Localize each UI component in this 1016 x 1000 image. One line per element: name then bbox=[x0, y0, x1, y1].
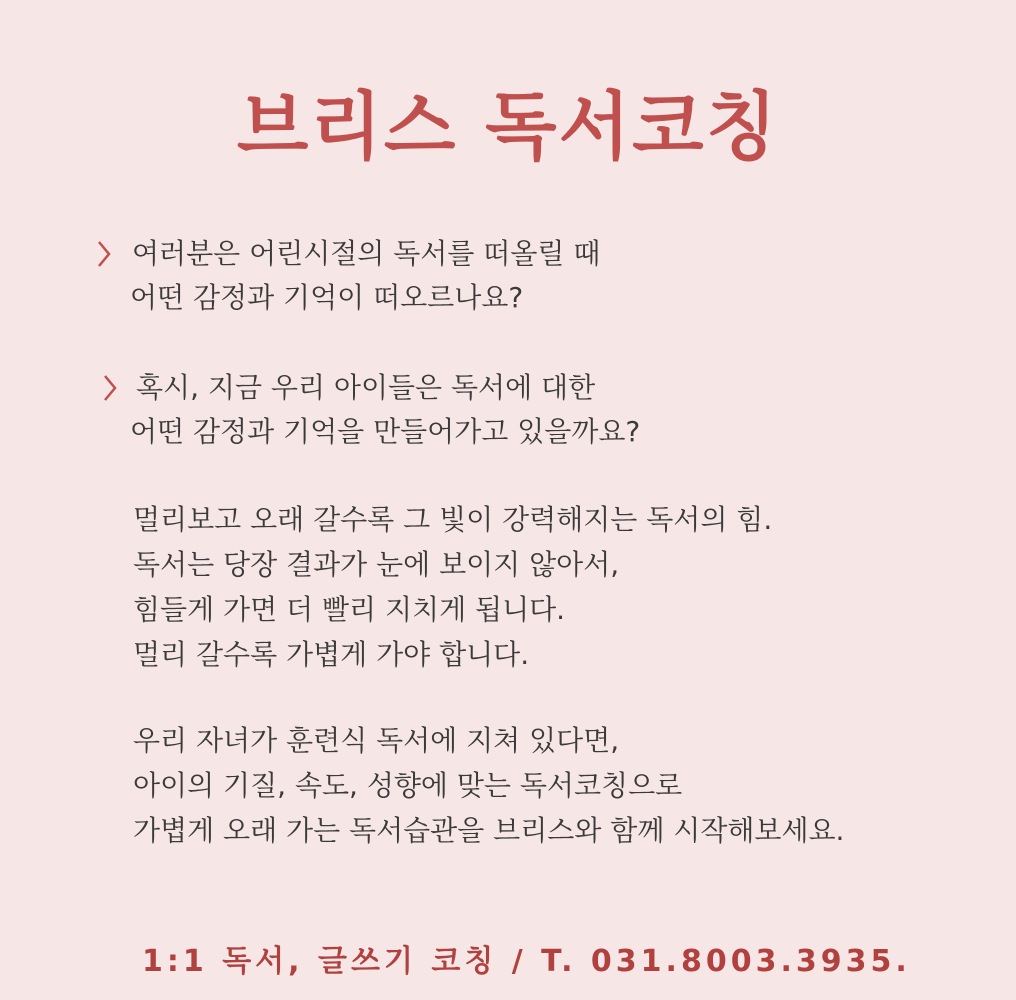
paragraph-1-line: 힘들게 가면 더 빨리 지치게 됩니다. bbox=[133, 593, 566, 626]
contact-footer: 1:1 독서, 글쓰기 코칭 / T. 031.8003.3935. bbox=[142, 944, 911, 979]
question-2-line-2: 어떤 감정과 기억을 만들어가고 있을까요? bbox=[130, 415, 641, 448]
paragraph-2-line: 아이의 기질, 속도, 성향에 맞는 독서코칭으로 bbox=[133, 769, 683, 802]
paragraph-2 bbox=[133, 718, 844, 853]
chevron-right-icon bbox=[102, 374, 118, 402]
paragraph-2-line: 가볍게 오래 가는 독서습관을 브리스와 함께 시작해보세요. bbox=[133, 814, 845, 847]
paragraph-1-line: 멀리보고 오래 갈수록 그 빛이 강력해지는 독서의 힘. bbox=[133, 503, 773, 536]
paragraph-1-line: 독서는 당장 결과가 눈에 보이지 않아서, bbox=[133, 548, 620, 581]
question-1 bbox=[130, 232, 600, 320]
question-1-line-2: 어떤 감정과 기억이 떠오르나요? bbox=[130, 281, 524, 314]
question-2-line-1: 혹시, 지금 우리 아이들은 독서에 대한 bbox=[136, 371, 596, 404]
chevron-right-icon bbox=[96, 240, 112, 268]
page-title: 브리스 독서코칭 bbox=[236, 84, 780, 170]
paragraph-2-line: 우리 자녀가 훈련식 독서에 지쳐 있다면, bbox=[133, 724, 620, 757]
question-2 bbox=[130, 366, 640, 454]
paragraph-1 bbox=[133, 497, 772, 677]
question-1-line-1: 여러분은 어린시절의 독서를 떠올릴 때 bbox=[132, 237, 601, 270]
paragraph-1-line: 멀리 갈수록 가볍게 가야 합니다. bbox=[133, 638, 530, 671]
